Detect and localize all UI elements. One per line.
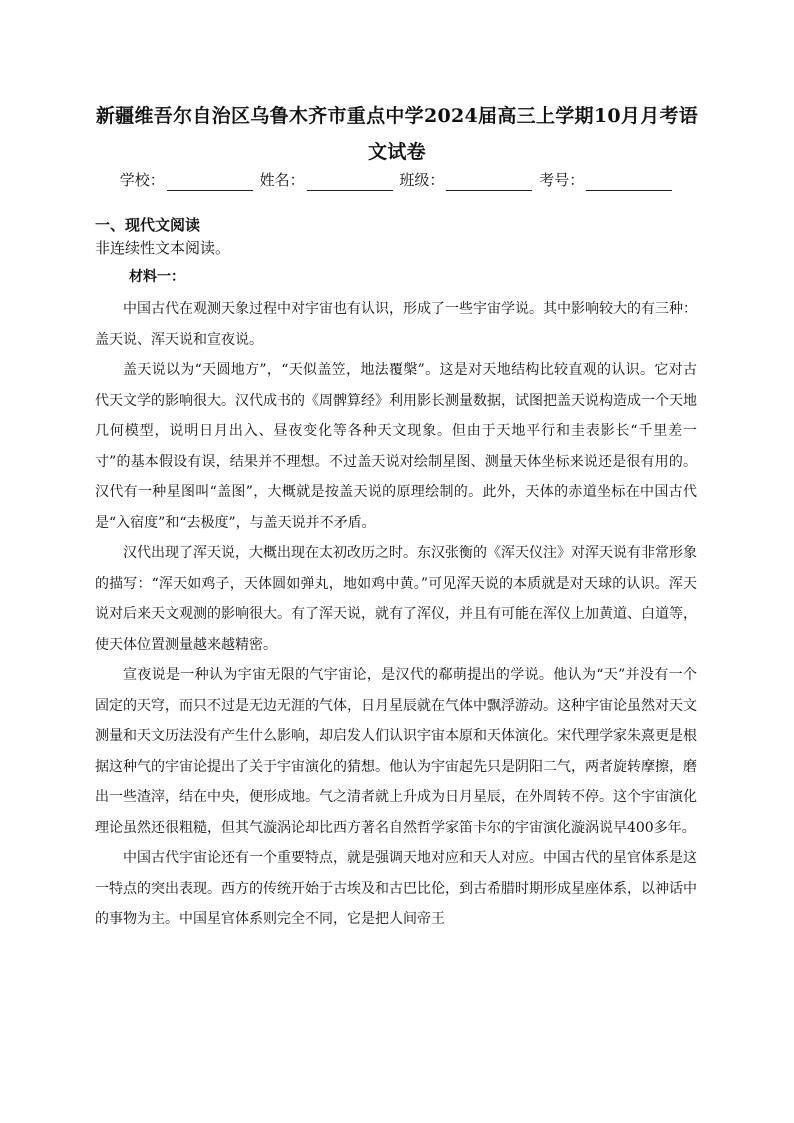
passage-body (95, 294, 697, 935)
paragraph: 宣夜说是一种认为宇宙无限的气宇宙论，是汉代的郗萌提出的学说。他认为“天”并没有一个固定的天穹，而只不过是无边无涯的气体，日月星辰就在气体中飘浮游动。这种宇宙论虽然对天文测量和天文历法没有产生什么影响，却启发人们认识宇宙本原和天体演化。宋代理学家朱熹更是根据这种气的宇宙论提出了关于宇宙演化的猜想。他认为宇宙起先只是阴阳二气，两者旋转摩擦，磨出一些渣滓，结在中央，便形成地。气之清者就上升成为日月星辰，在外周转不停。这个宇宙演化理论虽然还很粗糙，但其气漩涡论却比西方著名自然哲学家笛卡尔的宇宙演化漩涡说早400多年。 (95, 667, 697, 836)
section-heading: 一、现代文阅读 (95, 216, 201, 234)
paragraph: 汉代出现了浑天说，大概出现在太初改历之时。东汉张衡的《浑天仪注》对浑天说有非常形象的描写：“浑天如鸡子，天体圆如弹丸，地如鸡中黄。”可见浑天说的本质就是对天球的认识。浑天说对后来天文观测的影响很大。有了浑天说，就有了浑仪，并且有可能在浑仪上加黄道、白道等，使天体位置测量越来越精密。 (95, 545, 697, 653)
paragraph: 中国古代宇宙论还有一个重要特点，就是强调天地对应和天人对应。中国古代的星官体系是这一特点的突出表现。西方的传统开始于古埃及和古巴比伦，到古希腊时期形成星座体系，以神话中的事物为主。中国星官体系则完全不同，它是把人间帝王 (95, 850, 697, 927)
page-title: 新疆维吾尔自治区乌鲁木齐市重点中学2024届高三上学期10月月考语文试卷 (95, 105, 699, 163)
school-blank[interactable] (167, 174, 253, 191)
paragraph: 盖天说以为“天圆地方”，“天似盖笠，地法覆槃”。这是对天地结构比较直观的认识。它对古代天文学的影响很大。汉代成书的《周髀算经》利用影长测量数据，试图把盖天说构造成一个天地几何模型，说明日月出入、昼夜变化等各种天文现象。但由于天地平行和圭表影长“千里差一寸”的基本假设有误，结果并不理想。不过盖天说对绘制星图、测量天体坐标来说还是很有用的。汉代有一种星图叫“盖图”，大概就是按盖天说的原理绘制的。此外，天体的赤道坐标在中国古代是“入宿度”和“去极度”，与盖天说并不矛盾。 (95, 362, 697, 531)
exam-number-label: 考号： (539, 171, 585, 189)
material-label: 材料一： (129, 269, 185, 285)
school-label: 学校： (119, 171, 165, 189)
name-label: 姓名： (259, 171, 305, 189)
paragraph: 中国古代在观测天象过程中对宇宙也有认识，形成了一些宇宙学说。其中影响较大的有三种：盖天说、浑天说和宣夜说。 (95, 301, 697, 348)
student-info-row (0, 169, 794, 191)
exam-number-blank[interactable] (586, 174, 672, 191)
class-label: 班级： (399, 171, 445, 189)
class-blank[interactable] (446, 174, 532, 191)
section-subheading: 非连续性文本阅读。 (95, 239, 231, 257)
name-blank[interactable] (307, 174, 393, 191)
